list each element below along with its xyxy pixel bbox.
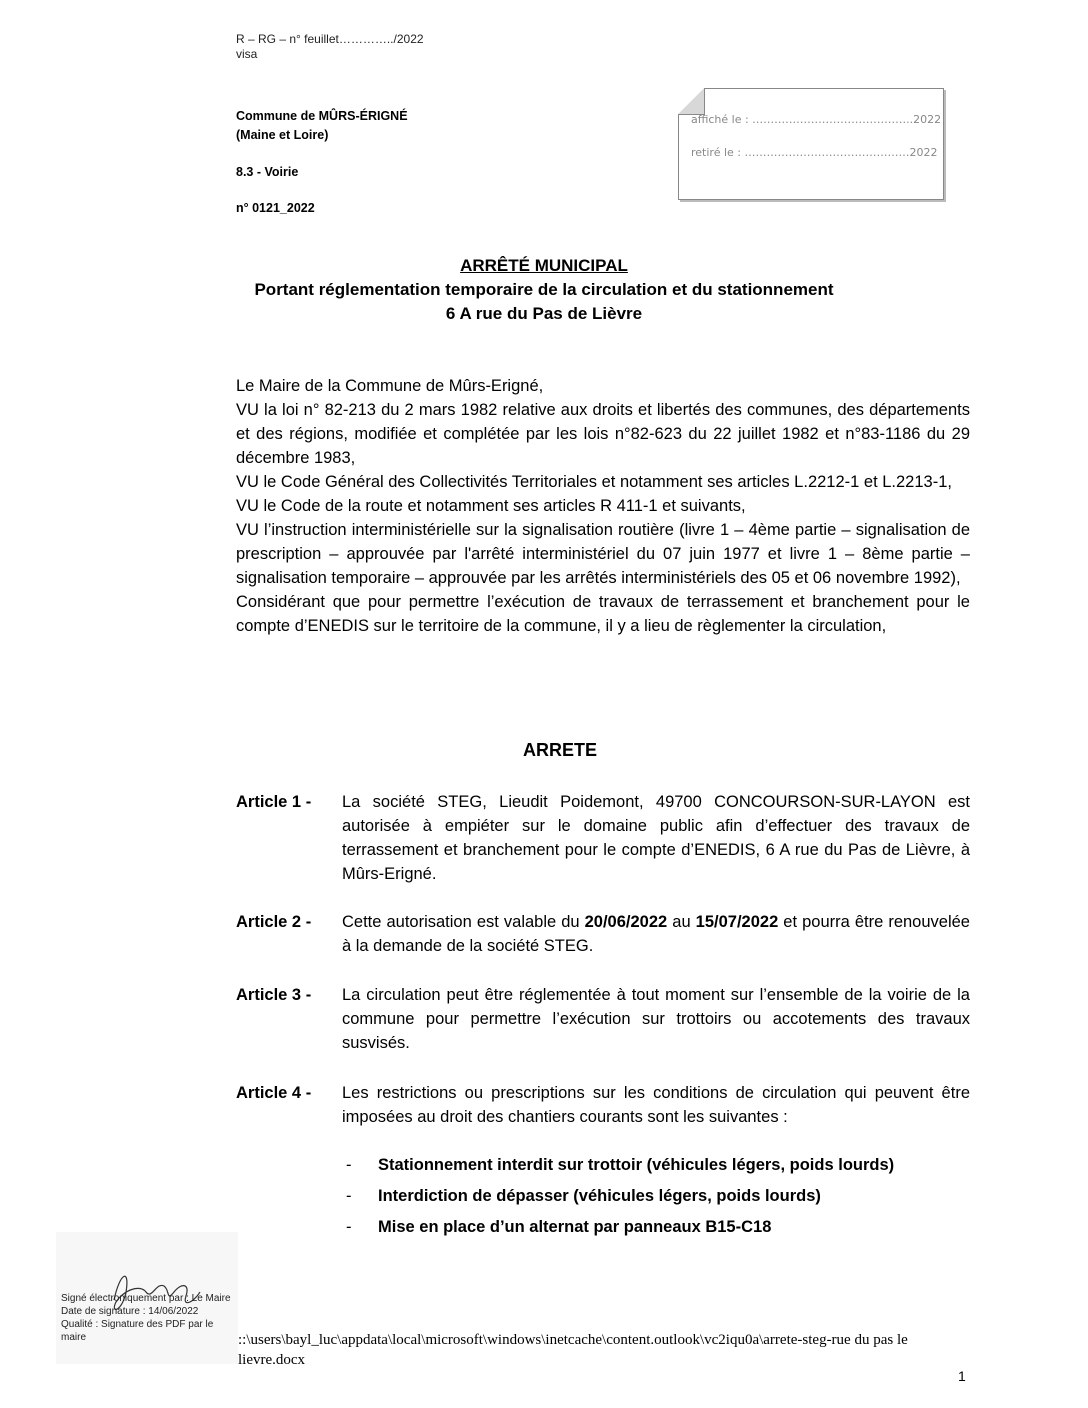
article-text: La société STEG, Lieudit Poidemont, 49700 CONCOURSON-SUR-LAYON est autorisée à empiéter sur le domaine public afin d’effectuer des travaux de terrassement et branchement pour le compte d’ENEDIS, 6 A rue du Pas de Lièvre, à Mûrs-Erigné.	[342, 793, 970, 883]
signed-by: Signé électroniquement par : Le Maire	[61, 1293, 231, 1304]
signature-date: Date de signature : 14/06/2022	[61, 1306, 199, 1317]
bullet-dash: -	[346, 1187, 352, 1205]
category: 8.3 - Voirie	[236, 165, 299, 179]
article-label: Article 1 -	[236, 793, 312, 811]
title-address: 6 A rue du Pas de Lièvre	[445, 304, 643, 323]
article-1	[236, 790, 970, 886]
article-2-text-c: et pourra être renouvelée à la demande de la société STEG.	[342, 913, 970, 955]
bullet-dash: -	[346, 1218, 352, 1236]
preamble	[236, 374, 970, 638]
reference-line: R – RG – n° feuillet…………../2022	[236, 32, 424, 46]
list-item	[346, 1212, 894, 1243]
folded-corner-icon	[678, 88, 705, 115]
list-item-text: Stationnement interdit sur trottoir (véhicules légers, poids lourds)	[378, 1156, 895, 1174]
arrete-heading: ARRETE	[522, 740, 598, 760]
affiche-line: affiché le : ……………………………………..2022	[691, 113, 942, 126]
page-title	[0, 254, 1088, 278]
arrete-number: n° 0121_2022	[236, 201, 315, 215]
signature-quality: Qualité : Signature des PDF par le maire	[61, 1319, 214, 1343]
list-item-text: Mise en place d’un alternat par panneaux B15-C18	[378, 1218, 772, 1236]
preamble-line: VU la loi n° 82-213 du 2 mars 1982 relative aux droits et libertés des communes, des départements et des régions, modifiée et complétée par les lois n°82-623 du 22 juillet 1982 et n°83-1186 du 29 décembre 1983,	[236, 401, 970, 467]
retire-line: retiré le : ………………………………………2022	[691, 146, 938, 159]
posting-stamp	[678, 88, 944, 200]
article-2-text-a: Cette autorisation est valable du	[342, 913, 585, 931]
preamble-line: VU le Code Général des Collectivités Territoriales et notamment ses articles L.2212-1 et L.2213-1,	[236, 473, 952, 491]
date-from: 20/06/2022	[584, 913, 668, 931]
article-label: Article 2 -	[236, 913, 312, 931]
article-label: Article 4 -	[236, 1084, 312, 1102]
article-2	[236, 910, 970, 958]
visa-label: visa	[236, 47, 258, 61]
article-text: Les restrictions ou prescriptions sur les conditions de circulation qui peuvent être imposées au droit des chantiers courants sont les suivantes :	[342, 1084, 970, 1126]
article-text: La circulation peut être réglementée à tout moment sur l’ensemble de la voirie de la commune pour permettre l’exécution sur trottoirs ou accotements des travaux susvisés.	[342, 986, 970, 1052]
departement: (Maine et Loire)	[236, 128, 329, 142]
bullet-dash: -	[346, 1156, 352, 1174]
commune-name: Commune de MÛRS-ÉRIGNÉ	[236, 109, 408, 123]
date-to: 15/07/2022	[695, 913, 779, 931]
article-3	[236, 983, 970, 1055]
page-number: 1	[958, 1368, 966, 1384]
title-main: ARRÊTÉ MUNICIPAL	[460, 256, 628, 275]
restriction-list	[346, 1150, 894, 1243]
title-subtitle: Portant réglementation temporaire de la circulation et du stationnement	[254, 280, 834, 299]
article-2-text-b: au	[667, 913, 696, 931]
file-path: ::\users\bayl_luc\appdata\local\microsoft\windows\inetcache\content.outlook\vc2iqu0a\arrete-steg-rue du pas le lievre.docx	[238, 1332, 908, 1368]
preamble-line: Considérant que pour permettre l’exécution de travaux de terrassement et branchement pour le compte d’ENEDIS sur le territoire de la commune, il y a lieu de règlementer la circulation,	[236, 593, 970, 635]
list-item	[346, 1181, 894, 1212]
article-text	[342, 910, 970, 958]
list-item-text: Interdiction de dépasser (véhicules légers, poids lourds)	[378, 1187, 821, 1205]
preamble-line: Le Maire de la Commune de Mûrs-Erigné,	[236, 377, 544, 395]
article-label: Article 3 -	[236, 986, 312, 1004]
preamble-line: VU l’instruction interministérielle sur la signalisation routière (livre 1 – 4ème partie – signalisation de prescription – approuvée par l'arrêté interministériel du 07 juin 1977 et livre 1 – 8ème partie – signalisation temporaire – approuvée par les arrêtés interministériels des 05 et 06 novembre 1992),	[236, 521, 970, 587]
list-item	[346, 1150, 894, 1181]
article-4	[236, 1081, 970, 1129]
preamble-line: VU le Code de la route et notamment ses articles R 411-1 et suivants,	[236, 497, 746, 515]
signature-details	[61, 1292, 233, 1344]
